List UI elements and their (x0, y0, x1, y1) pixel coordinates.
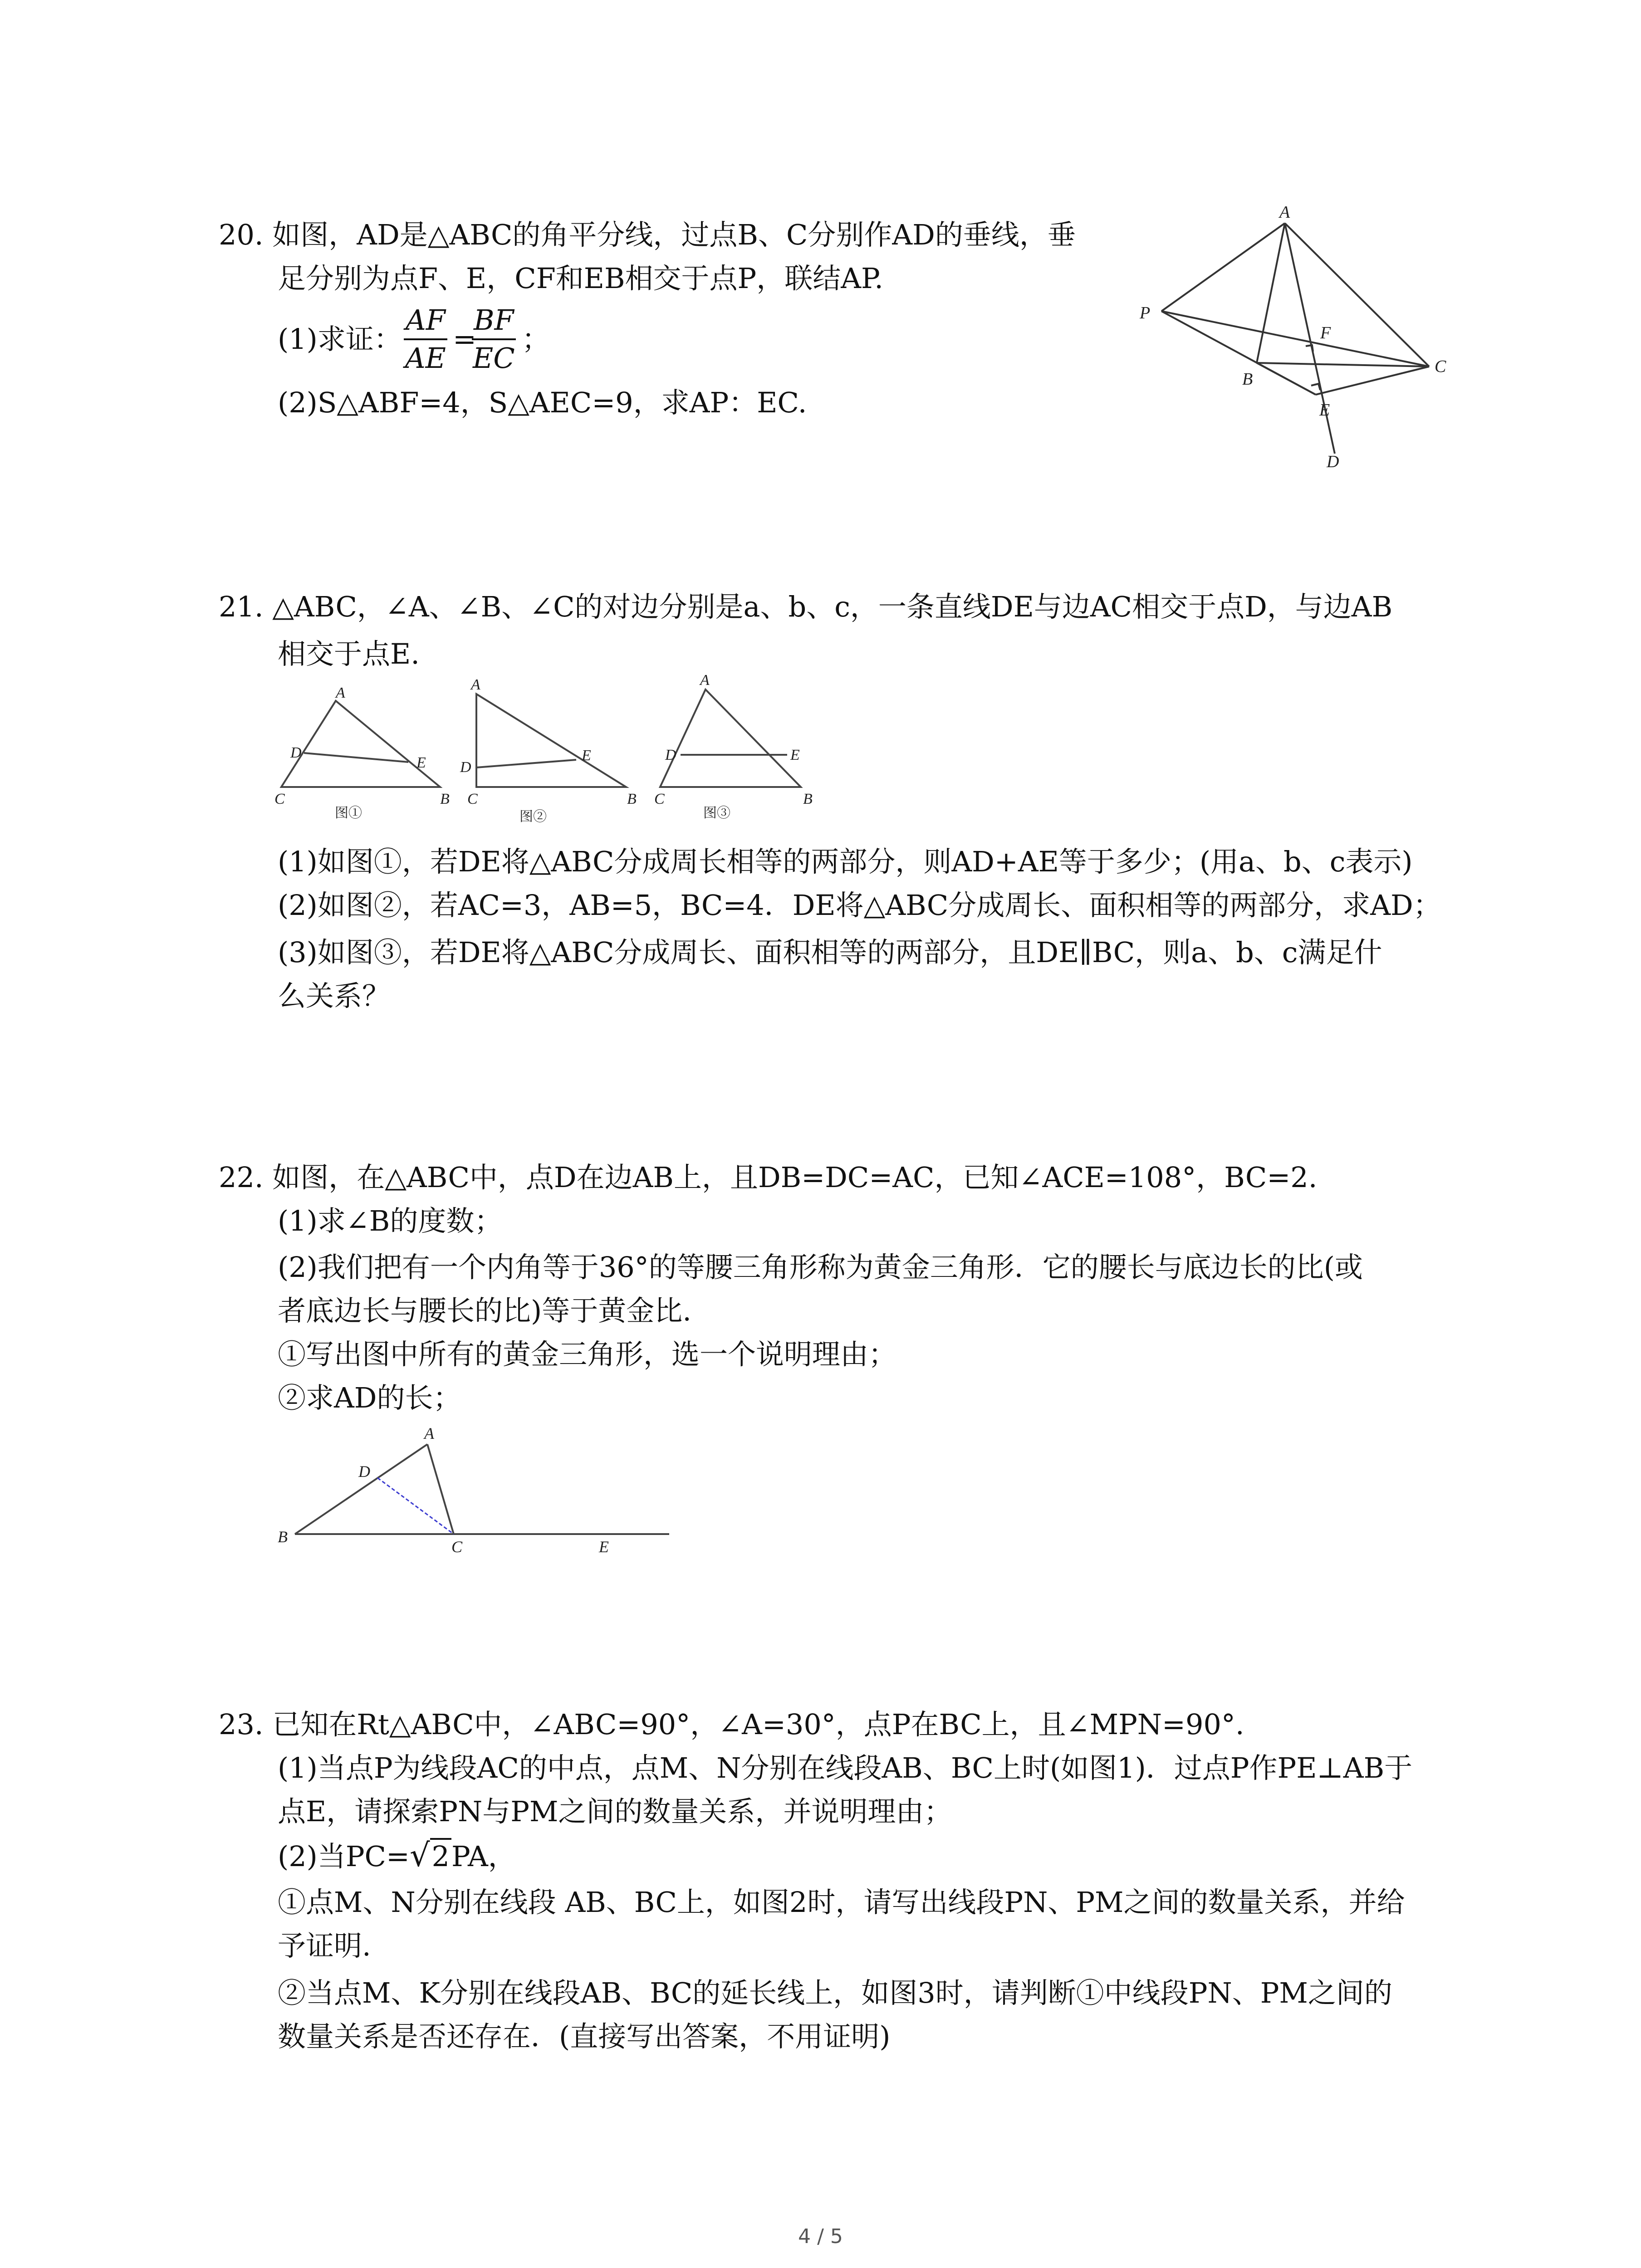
q21-part3-line-1: (3)如图③，若DE将△ABC分成周长、面积相等的两部分，且DE∥BC，则a、b、c满足什 (278, 936, 1382, 969)
q21-fig3-label-a: A (700, 672, 710, 689)
q22-label-c: C (451, 1538, 463, 1556)
q23-part2-suffix: PA， (451, 1840, 516, 1873)
q21-fig3-label-c: C (654, 791, 665, 807)
page-number: 4 / 5 (798, 2225, 843, 2248)
q21-fig1-label-d: D (290, 744, 302, 761)
q20-part1-suffix: ； (522, 323, 550, 356)
q23-part1-line-2: 点E，请探索PN与PM之间的数量关系，并说明理由； (278, 1795, 952, 1828)
q22-part2-line-1: (2)我们把有一个内角等于36°的等腰三角形称为黄金三角形．它的腰长与底边长的比(或 (278, 1251, 1363, 1284)
q20-part1-prefix: (1)求证： (278, 323, 402, 356)
q21-fig1-caption: 图① (335, 806, 362, 821)
q21-fig2-label-d: D (460, 759, 471, 776)
sqrt-radicand: 2 (430, 1838, 451, 1873)
q22-label-e: E (599, 1538, 609, 1556)
fraction-denominator: AE (405, 342, 446, 375)
q22-line-1: 22. 如图，在△ABC中，点D在边AB上，且DB=DC=AC，已知∠ACE=108°，BC=2. (219, 1161, 1318, 1194)
q20-label-p: P (1140, 303, 1151, 323)
q21-part2: (2)如图②，若AC=3，AB=5，BC=4．DE将△ABC分成周长、面积相等的两部分，求AD； (278, 889, 1441, 922)
q23-sub1-line-1: ①点M、N分别在线段 AB、BC上，如图2时，请写出线段PN、PM之间的数量关系，并给 (278, 1886, 1405, 1919)
q20-label-c: C (1435, 357, 1446, 376)
q21-fig3-label-e: E (790, 747, 800, 763)
q21-line-2: 相交于点E. (278, 637, 420, 670)
q22-figure (268, 1415, 676, 1569)
q23-line-1: 23. 已知在Rt△ABC中，∠ABC=90°，∠A=30°，点P在BC上，且∠MPN=90°. (219, 1708, 1244, 1741)
q22-part2-line-2: 者底边长与腰长的比)等于黄金比. (278, 1294, 691, 1327)
q23-sub1-line-2: 予证明. (278, 1929, 371, 1962)
q21-line-1: 21. △ABC，∠A、∠B、∠C的对边分别是a、b、c，一条直线DE与边AC相交于点D，与边AB (219, 590, 1393, 623)
q23-sub2-line-2: 数量关系是否还存在．(直接写出答案，不用证明) (278, 2020, 891, 2053)
q21-fig2-label-a: A (471, 676, 480, 693)
q22-label-a: A (424, 1424, 434, 1442)
q21-fig2-label-e: E (582, 747, 591, 764)
q20-line-2: 足分别为点F、E，CF和EB相交于点P，联结AP. (278, 262, 883, 295)
q20-fraction-bf-ec (472, 302, 516, 376)
q23-part2 (278, 1833, 516, 1878)
fraction-numerator: AF (404, 302, 447, 340)
q23-sub2-line-1: ②当点M、K分别在线段AB、BC的延长线上，如图3时，请判断①中线段PN、PM之间的 (278, 1976, 1392, 2009)
q22-label-d: D (358, 1462, 370, 1481)
q21-fig1-label-b: B (440, 791, 450, 807)
q22-part1: (1)求∠B的度数； (278, 1204, 503, 1237)
q22-label-b: B (278, 1528, 288, 1546)
q21-fig2-label-c: C (467, 791, 478, 807)
q20-label-e: E (1319, 401, 1330, 420)
q20-label-a: A (1279, 203, 1290, 222)
q23-part2-prefix: (2)当PC= (278, 1840, 410, 1873)
fraction-denominator: EC (472, 342, 515, 375)
q20-label-b: B (1242, 370, 1253, 389)
q20-part2: (2)S△ABF=4，S△AEC=9，求AP：EC. (278, 386, 807, 419)
q21-fig3-label-d: D (665, 747, 676, 763)
q21-fig1-label-e: E (416, 754, 426, 771)
q20-label-f: F (1320, 323, 1331, 342)
q20-figure (1121, 200, 1465, 472)
q22-sub2: ②求AD的长； (278, 1381, 461, 1414)
q21-fig3-label-b: B (803, 791, 813, 807)
fraction-numerator: BF (472, 302, 516, 340)
q20-fraction-af-ae (404, 302, 447, 376)
q21-fig2-caption: 图② (519, 809, 547, 824)
q21-fig1-label-c: C (274, 791, 285, 807)
q21-fig2-label-b: B (627, 791, 637, 807)
q21-figures (268, 671, 844, 835)
q21-fig1-label-a: A (336, 684, 345, 701)
q21-part1: (1)如图①，若DE将△ABC分成周长相等的两部分，则AD+AE等于多少；(用a、b、c表示) (278, 845, 1413, 878)
q21-part3-line-2: 么关系？ (278, 979, 391, 1012)
q20-line-1: 20. 如图，AD是△ABC的角平分线，过点B、C分别作AD的垂线，垂 (219, 218, 1076, 251)
q23-part1-line-1: (1)当点P为线段AC的中点，点M、N分别在线段AB、BC上时(如图1)．过点P作PE⊥AB于 (278, 1751, 1413, 1784)
q22-sub1: ①写出图中所有的黄金三角形，选一个说明理由； (278, 1338, 897, 1371)
q21-fig3-caption: 图③ (703, 806, 730, 821)
q20-equals: = (453, 323, 476, 356)
sqrt-icon: √ (409, 1837, 430, 1874)
q20-label-d: D (1327, 452, 1339, 471)
